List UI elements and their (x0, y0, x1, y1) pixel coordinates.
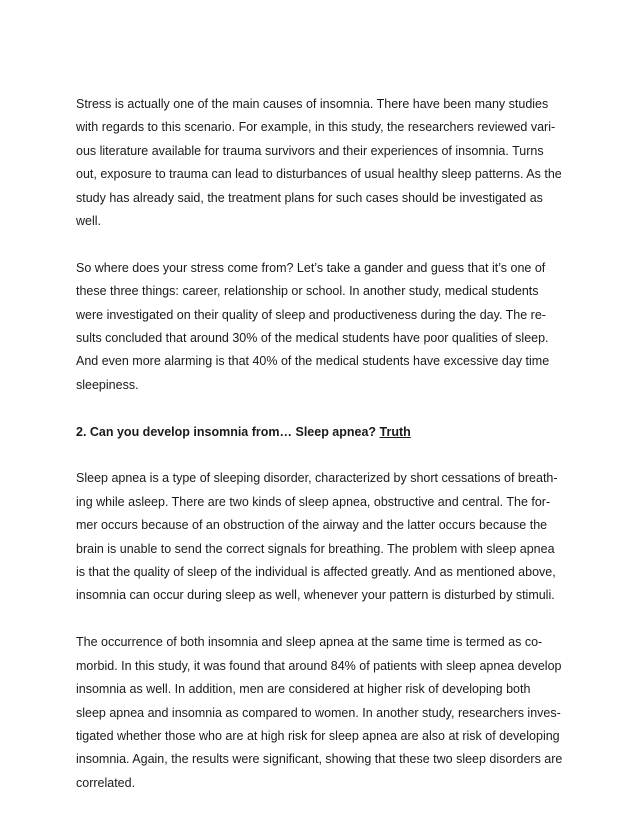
section-heading (76, 421, 564, 444)
text-line: Stress is actually one of the main causes of insomnia. There have been many studies (76, 97, 549, 111)
text-line: insomnia. Again, the results were significant, showing that these two sleep disorders are (76, 752, 563, 767)
text-line: is that the quality of sleep of the individual is affected greatly. And as mentioned above, (76, 565, 556, 580)
text-line: were investigated on their quality of sleep and productiveness during the day. The re- (76, 307, 546, 322)
paragraph-comorbidity (76, 631, 564, 795)
section-heading-text: 2. Can you develop insomnia from… Sleep apnea? (76, 424, 380, 439)
text-line: Sleep apnea is a type of sleeping disorder, characterized by short cessations of breath- (76, 471, 558, 486)
document-body (76, 93, 564, 819)
text-line: sleep apnea and insomnia as compared to women. In another study, researchers inves- (76, 705, 561, 720)
truth-link[interactable]: Truth (379, 424, 411, 439)
text-line: well. (76, 214, 102, 229)
text-line: mer occurs because of an obstruction of the airway and the latter occurs because the (76, 518, 548, 533)
paragraph-sleep-apnea-definition (76, 467, 564, 607)
text-line: The occurrence of both insomnia and sleep apnea at the same time is termed as co- (76, 635, 543, 650)
paragraph-stress-sources (76, 257, 564, 397)
text-line: sleepiness. (76, 377, 139, 392)
text-line: tigated whether those who are at high risk for sleep apnea are also at risk of developing (76, 728, 560, 743)
text-line: sults concluded that around 30% of the medical students have poor qualities of sleep. (76, 331, 549, 346)
text-line: brain is unable to send the correct signals for breathing. The problem with sleep apnea (76, 541, 555, 556)
text-line: So where does your stress come from? Let’s take a gander and guess that it’s one of (76, 260, 546, 275)
text-line: insomnia can occur during sleep as well, whenever your pattern is disturbed by stimuli. (76, 588, 555, 603)
text-line: correlated. (76, 775, 136, 790)
text-line: with regards to this scenario. For example, in this study, the researchers reviewed vari- (76, 120, 556, 135)
text-line: morbid. In this study, it was found that around 84% of patients with sleep apnea develop (76, 658, 562, 673)
text-line: study has already said, the treatment plans for such cases should be investigated as (76, 190, 543, 205)
text-line: insomnia as well. In addition, men are considered at higher risk of developing both (76, 682, 531, 697)
text-line: ous literature available for trauma survivors and their experiences of insomnia. Turns (76, 143, 544, 158)
text-line: out, exposure to trauma can lead to disturbances of usual healthy sleep patterns. As the (76, 167, 562, 182)
text-line: these three things: career, relationship or school. In another study, medical students (76, 284, 539, 299)
paragraph-stress-causes (76, 93, 564, 233)
text-line: ing while asleep. There are two kinds of sleep apnea, obstructive and central. The for- (76, 494, 551, 509)
text-line: And even more alarming is that 40% of the medical students have excessive day time (76, 354, 550, 369)
